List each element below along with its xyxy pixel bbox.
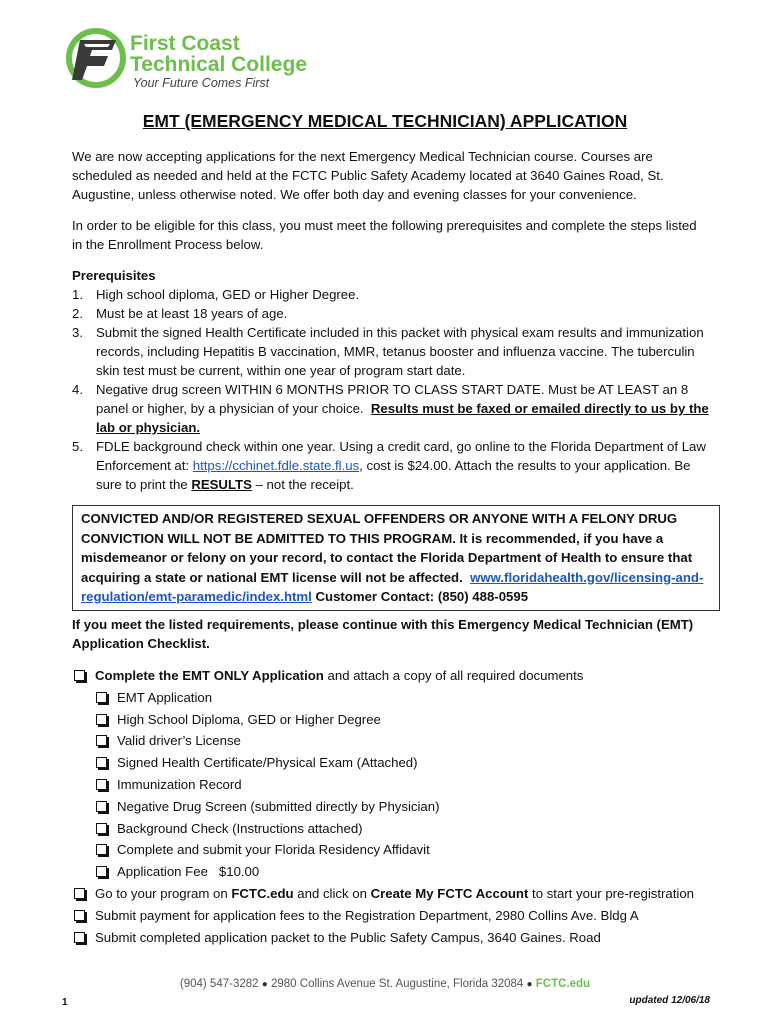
checklist-subitem[interactable]: High School Diploma, GED or Higher Degree	[96, 709, 724, 731]
checklist-intro: If you meet the listed requirements, please continue with this Emergency Medical Technician (EMT) Application Checklist.	[72, 617, 694, 651]
prerequisites-section	[72, 266, 712, 494]
bullet-icon: ●	[526, 979, 533, 990]
felony-warning-box: CONVICTED AND/OR REGISTERED SEXUAL OFFENDERS OR ANYONE WITH A FELONY DRUG CONVICTION WILL NOT BE ADMITTED TO THIS PROGRAM. It is recommended, if you have a misdemeanor or felony on your record, to contact the Florida Department of Health to ensure that acquiring a state or national EMT license will not be affected. www.floridahealth.gov/licensing-and-regulation/emt-paramedic/index.html Customer Contact: (850) 488-0595	[72, 505, 720, 611]
prerequisites-list	[72, 285, 712, 494]
updated-date: updated 12/06/18	[629, 995, 710, 1006]
checklist-item[interactable]: Complete the EMT ONLY Application and attach a copy of all required documents	[74, 665, 724, 687]
checkbox-icon[interactable]	[96, 757, 107, 768]
checklist-subitem[interactable]: Background Check (Instructions attached)	[96, 818, 724, 840]
checklist-item[interactable]: Submit payment for application fees to the Registration Department, 2980 Collins Ave. Bldg A	[74, 905, 724, 927]
college-logo	[66, 28, 336, 92]
checklist-item[interactable]: Submit completed application packet to the Public Safety Campus, 3640 Gaines. Road	[74, 927, 724, 949]
checklist-subitem[interactable]: Immunization Record	[96, 774, 724, 796]
footer-phone: (904) 547-3282	[179, 978, 259, 990]
checkbox-icon[interactable]	[96, 779, 107, 790]
page-title: EMT (EMERGENCY MEDICAL TECHNICIAN) APPLICATION	[142, 111, 628, 131]
page-number: 1	[62, 997, 68, 1008]
college-name: First Coast Technical College	[130, 32, 307, 76]
bullet-icon: ●	[261, 979, 268, 990]
application-checklist	[74, 665, 724, 948]
college-tagline: Your Future Comes First	[133, 76, 270, 90]
footer-website[interactable]: FCTC.edu	[535, 978, 591, 990]
intro-paragraph: We are now accepting applications for the next Emergency Medical Technician course. Courses are scheduled as needed and held at the FCTC Public Safety Academy located at 3640 Gaines Road, St. Augustine, unless otherwise noted. We offer both day and evening classes for your convenience.	[72, 149, 664, 202]
checklist-subitem[interactable]: Complete and submit your Florida Residency Affidavit	[96, 839, 724, 861]
checkbox-icon[interactable]	[96, 866, 107, 877]
prerequisite-item: 4. Negative drug screen WITHIN 6 MONTHS PRIOR TO CLASS START DATE. Must be AT LEAST an 8 panel or higher, by a physician of your choice. Results must be faxed or emailed directly to us by the lab or physician.	[72, 382, 709, 435]
checkbox-icon[interactable]	[96, 735, 107, 746]
fdle-link[interactable]: https://cchinet.fdle.state.fl.us	[192, 458, 360, 473]
checkbox-icon[interactable]	[96, 823, 107, 834]
checklist-subitem[interactable]: Signed Health Certificate/Physical Exam (Attached)	[96, 752, 724, 774]
lab-fax-emphasis: Results must be faxed or emailed directly to us by the lab or physician.	[96, 401, 709, 435]
checkbox-icon[interactable]	[96, 844, 107, 855]
results-emphasis: RESULTS	[191, 477, 252, 492]
prerequisites-heading: Prerequisites	[72, 268, 156, 283]
fctc-logo-icon	[66, 28, 126, 88]
checkbox-icon[interactable]	[96, 801, 107, 812]
checkbox-icon[interactable]	[96, 714, 107, 725]
prerequisite-item: 5. FDLE background check within one year. Using a credit card, go online to the Florida Department of Law Enforcement at: https://cchinet.fdle.state.fl.us, cost is $24.00. Attach the results to your application. Be sure to print the RESULTS – not the receipt.	[72, 439, 706, 492]
footer-contact	[0, 978, 770, 990]
checklist-subitem[interactable]: Valid driver’s License	[96, 730, 724, 752]
checklist-subitem[interactable]: EMT Application	[96, 687, 724, 709]
checkbox-icon[interactable]	[74, 670, 85, 681]
prerequisite-item: 1. High school diploma, GED or Higher Degree.	[72, 287, 360, 302]
prerequisite-item: 2. Must be at least 18 years of age.	[72, 306, 288, 321]
checkbox-icon[interactable]	[74, 888, 85, 899]
checkbox-icon[interactable]	[96, 692, 107, 703]
checklist-subitem[interactable]: Application Fee $10.00	[96, 861, 724, 883]
footer-address: 2980 Collins Avenue St. Augustine, Florida 32084	[271, 978, 524, 990]
prerequisite-item: 3. Submit the signed Health Certificate included in this packet with physical exam results and immunization records, including Hepatitis B vaccination, MMR, tetanus booster and influenza vaccine. The tuberculin skin test must be current, within one year of program start date.	[72, 325, 704, 378]
checkbox-icon[interactable]	[74, 910, 85, 921]
checklist-item[interactable]: Go to your program on FCTC.edu and click on Create My FCTC Account to start your pre-registration	[74, 883, 724, 905]
floridahealth-link[interactable]: www.floridahealth.gov/licensing-and-regulation/emt-paramedic/index.html	[81, 569, 704, 604]
eligibility-paragraph: In order to be eligible for this class, you must meet the following prerequisites and complete the steps listed in the Enrollment Process below.	[72, 218, 697, 252]
checkbox-icon[interactable]	[74, 932, 85, 943]
checklist-subitem[interactable]: Negative Drug Screen (submitted directly by Physician)	[96, 796, 724, 818]
